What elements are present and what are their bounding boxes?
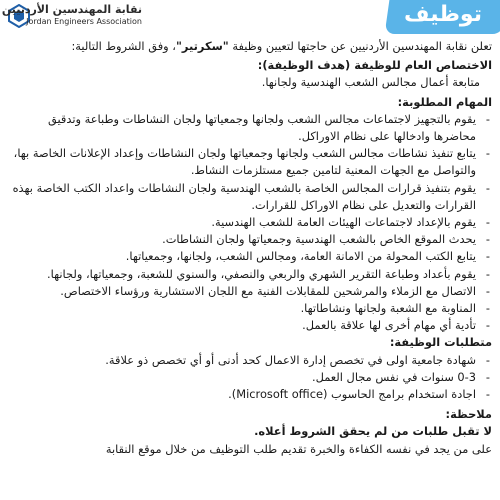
duty-item: - يتابع الكتب المحولة من الامانة العامة، ومجالس الشعب، ولجانها، وجمعياتها. [8,248,492,265]
requirements-title: متطلبات الوظيفة: [389,335,492,350]
intro-before: تعلن نقابة المهندسين الأردنيين عن حاجتها لتعيين وظيفة [228,39,492,53]
purpose-text: متابعة أعمال مجالس الشعب الهندسية ولجانها. [261,75,480,90]
duty-item: - يقوم بالإعداد لاجتماعات الهيئات العامة للشعب الهندسية. [8,214,492,231]
duty-item: - يقوم بالتجهيز لاجتماعات مجالس الشعب ولجانها وجمعياتها ولجان النشاطات وطباعة وتدقيق محاضرها وادخالها على نظام الاوراكل. [8,111,492,145]
duty-item: - الاتصال مع الزملاء والمرشحين للمقابلات الفنية مع اللجان الاستشارية ورؤساء الاختصاص. [8,283,492,300]
duties-list [8,111,492,335]
duty-item: - يقوم بتنفيذ قرارات المجالس الخاصة بالشعب الهندسية ولجان النشاطات واعداد الكتب الخاصة بهذه القرارات والتعديل على نظام الاوراكل للقرارات. [8,180,492,214]
duty-item: - يقوم بأعداد وطباعة التقرير الشهري والربعي والنصفي، والسنوي للشعبة، وجمعياتها، ولجانها. [8,266,492,283]
duty-item: - يتابع تنفيذ نشاطات مجالس الشعب ولجانها وجمعياتها ولجان النشاطات وإعداد الإعلانات الخاصة بها، والتواصل مع الجهات المعنية لتامين جميع مستلزمات النشاط. [8,145,492,179]
notes-warning: لا تقبل طلبات من لم يحقق الشروط أعلاه. [254,424,492,439]
intro-after: ، وفق الشروط التالية: [71,39,176,53]
job-ad-content [8,38,492,458]
duty-item: - تأدية أي مهام أخرى لها علاقة بالعمل. [8,317,492,334]
purpose-title: الاختصاص العام للوظيفة (هدف الوظيفة): [257,58,492,73]
duty-item: - يحدث الموقع الخاص بالشعب الهندسية وجمعياتها ولجان النشاطات. [8,231,492,248]
header [0,0,500,34]
requirement-item: - شهادة جامعية اولى في تخصص إدارة الاعمال كحد أدنى أو أي تخصص ذو علاقة. [8,352,492,369]
requirement-item: - اجادة استخدام برامج الحاسوب (Microsoft office). [8,386,492,403]
requirement-item: - 0-3 سنوات في نفس مجال العمل. [8,369,492,386]
job-title: "سكرتير" [175,39,229,53]
notes-title: ملاحظة: [445,407,492,422]
logo-arabic-name: نقابة المهندسين الأردنيين [1,3,142,16]
duty-item: - المناوبة مع الشعبة ولجانها ونشاطاتها. [8,300,492,317]
job-badge-label: توظيف [404,2,482,27]
notes-final: على من يجد في نفسه الكفاءة والخبرة تقديم طلب التوظيف من خلال موقع النقابة [105,441,492,456]
logo-english-name: Jordan Engineers Association [26,17,142,26]
duties-title: المهام المطلوبة: [397,94,492,109]
intro-paragraph [8,38,492,55]
requirements-list [8,352,492,404]
jea-logo [1,0,146,32]
